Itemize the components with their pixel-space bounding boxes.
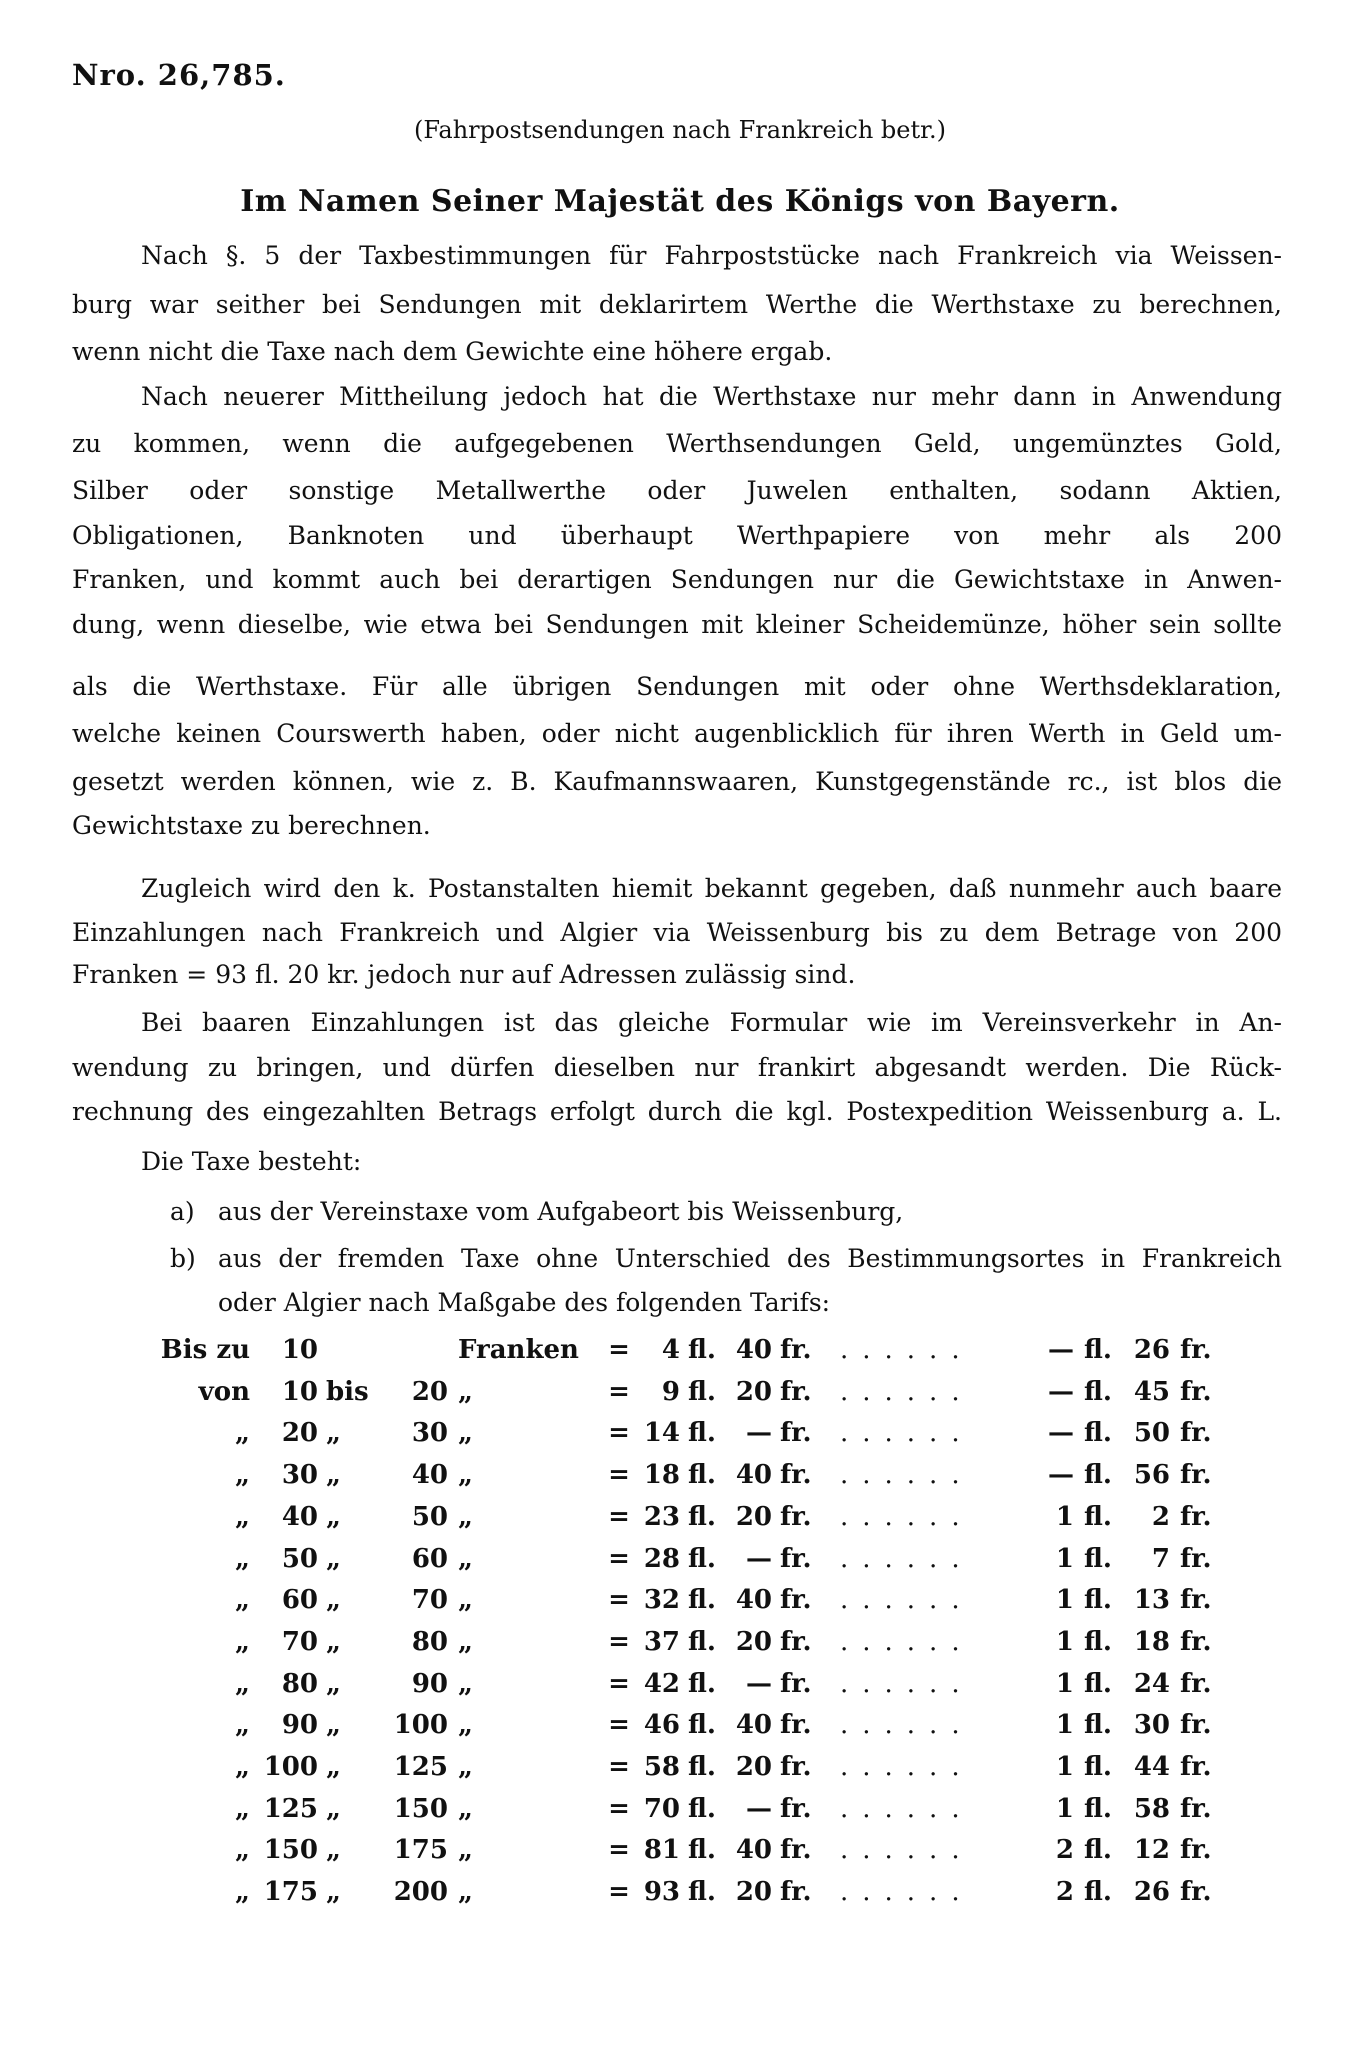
fee-kreuzer-unit: fr. xyxy=(1180,1877,1212,1908)
kreuzer-value: — xyxy=(746,1668,772,1699)
text-line: welche keinen Courswerth haben, oder nicht augenblicklich für ihren Werth in Geld um- xyxy=(72,719,1282,748)
equals-sign: = xyxy=(608,1710,630,1741)
fee-kreuzer-value: 56 xyxy=(1133,1460,1170,1491)
fee-gulden-unit: fl. xyxy=(1084,1710,1112,1741)
equals-sign: = xyxy=(608,1668,630,1699)
gulden-value: 4 xyxy=(661,1335,680,1365)
text-line: Nach neuerer Mittheilung jedoch hat die Werthstaxe nur mehr dann in Anwendung xyxy=(141,382,1282,411)
equals-sign: = xyxy=(608,1793,630,1824)
range-unit: Franken xyxy=(458,1335,579,1365)
fee-gulden-value: 2 xyxy=(1055,1877,1074,1908)
gulden-unit: fl. xyxy=(688,1376,716,1407)
range-prefix: „ xyxy=(235,1460,250,1491)
tariff-row xyxy=(0,1874,1360,1910)
fee-gulden-unit: fl. xyxy=(1084,1501,1112,1532)
range-prefix: „ xyxy=(235,1793,250,1824)
item-text: aus der fremden Taxe ohne Unterschied des Bestimmungsortes in Frankreich xyxy=(218,1244,1282,1273)
range-prefix: „ xyxy=(235,1418,250,1449)
leader-dots: ...... xyxy=(840,1835,974,1866)
tax-item-a xyxy=(170,1196,1282,1228)
fee-gulden-unit: fl. xyxy=(1084,1335,1112,1365)
tariff-row xyxy=(0,1707,1360,1743)
fee-kreuzer-value: 26 xyxy=(1133,1335,1170,1365)
gulden-value: 81 xyxy=(643,1835,680,1866)
fee-kreuzer-value: 50 xyxy=(1133,1418,1170,1449)
text-line: gesetzt werden können, wie z. B. Kaufmannswaaren, Kunstgegenstände rc., ist blos die xyxy=(72,767,1282,796)
range-unit: „ xyxy=(458,1877,473,1908)
fee-gulden-value: 1 xyxy=(1055,1793,1074,1824)
tariff-row xyxy=(0,1666,1360,1702)
kreuzer-value: 20 xyxy=(735,1752,772,1782)
range-unit: „ xyxy=(458,1710,473,1741)
gulden-value: 37 xyxy=(643,1626,680,1657)
leader-dots: ...... xyxy=(840,1460,974,1491)
kreuzer-value: 20 xyxy=(735,1501,772,1532)
range-from: 90 xyxy=(281,1710,318,1741)
fee-gulden-value: 1 xyxy=(1055,1543,1074,1574)
gulden-unit: fl. xyxy=(688,1335,716,1365)
fee-kreuzer-value: 26 xyxy=(1133,1877,1170,1908)
range-from: 40 xyxy=(281,1501,318,1532)
range-from: 30 xyxy=(281,1460,318,1491)
fee-kreuzer-unit: fr. xyxy=(1180,1835,1212,1866)
text-line: Gewichtstaxe zu berechnen. xyxy=(72,811,431,840)
range-from: 100 xyxy=(263,1752,318,1782)
fee-kreuzer-value: 18 xyxy=(1133,1626,1170,1657)
fee-kreuzer-value: 13 xyxy=(1133,1585,1170,1616)
range-unit: „ xyxy=(458,1752,473,1782)
range-to: 90 xyxy=(411,1668,448,1699)
fee-kreuzer-unit: fr. xyxy=(1180,1793,1212,1824)
gulden-unit: fl. xyxy=(688,1877,716,1908)
fee-gulden-value: 1 xyxy=(1055,1585,1074,1616)
kreuzer-unit: fr. xyxy=(780,1668,812,1699)
gulden-unit: fl. xyxy=(688,1752,716,1782)
kreuzer-unit: fr. xyxy=(780,1752,812,1782)
kreuzer-value: 40 xyxy=(735,1585,772,1616)
fee-kreuzer-unit: fr. xyxy=(1180,1418,1212,1449)
tariff-row xyxy=(0,1791,1360,1827)
range-to: 175 xyxy=(393,1835,448,1866)
range-to: 100 xyxy=(393,1710,448,1741)
fee-kreuzer-value: 58 xyxy=(1133,1793,1170,1824)
fee-gulden-value: — xyxy=(1048,1418,1074,1449)
kreuzer-unit: fr. xyxy=(780,1543,812,1574)
range-bis: „ xyxy=(326,1501,341,1532)
range-bis: bis xyxy=(326,1376,369,1407)
range-to: 50 xyxy=(411,1501,448,1532)
range-bis: „ xyxy=(326,1585,341,1616)
tariff-row xyxy=(0,1415,1360,1451)
range-prefix: „ xyxy=(235,1752,250,1782)
gulden-value: 18 xyxy=(643,1460,680,1491)
range-bis: „ xyxy=(326,1793,341,1824)
range-bis: „ xyxy=(326,1460,341,1491)
kreuzer-value: — xyxy=(746,1543,772,1574)
leader-dots: ...... xyxy=(840,1543,974,1574)
fee-gulden-unit: fl. xyxy=(1084,1626,1112,1657)
fee-kreuzer-unit: fr. xyxy=(1180,1668,1212,1699)
gulden-value: 28 xyxy=(643,1543,680,1574)
text-line: zu kommen, wenn die aufgegebenen Werthsendungen Geld, ungemünztes Gold, xyxy=(72,429,1282,458)
gulden-value: 14 xyxy=(643,1418,680,1449)
range-unit: „ xyxy=(458,1460,473,1491)
range-unit: „ xyxy=(458,1585,473,1616)
gulden-value: 32 xyxy=(643,1585,680,1616)
kreuzer-unit: fr. xyxy=(780,1585,812,1616)
range-prefix: Bis zu xyxy=(160,1335,250,1365)
text-line: Bei baaren Einzahlungen ist das gleiche Formular wie im Vereinsverkehr in An- xyxy=(141,1008,1282,1037)
range-unit: „ xyxy=(458,1501,473,1532)
range-to: 40 xyxy=(411,1460,448,1491)
range-bis: „ xyxy=(326,1626,341,1657)
fee-gulden-value: — xyxy=(1048,1460,1074,1491)
gulden-unit: fl. xyxy=(688,1460,716,1491)
fee-gulden-unit: fl. xyxy=(1084,1460,1112,1491)
text-line: Franken, und kommt auch bei derartigen Sendungen nur die Gewichtstaxe in Anwen- xyxy=(72,565,1282,594)
text-line: Silber oder sonstige Metallwerthe oder Juwelen enthalten, sodann Aktien, xyxy=(72,476,1282,505)
range-bis: „ xyxy=(326,1835,341,1866)
range-to: 60 xyxy=(411,1543,448,1574)
leader-dots: ...... xyxy=(840,1710,974,1741)
kreuzer-unit: fr. xyxy=(780,1877,812,1908)
text-line: Zugleich wird den k. Postanstalten hiemit bekannt gegeben, daß nunmehr auch baare xyxy=(141,874,1282,903)
kreuzer-value: — xyxy=(746,1418,772,1449)
equals-sign: = xyxy=(608,1335,630,1365)
text-line: Nach §. 5 der Taxbestimmungen für Fahrpoststücke nach Frankreich via Weissen- xyxy=(141,241,1282,270)
document-number: Nro. 26,785. xyxy=(72,58,286,92)
range-bis: „ xyxy=(326,1877,341,1908)
range-prefix: „ xyxy=(235,1668,250,1699)
fee-kreuzer-unit: fr. xyxy=(1180,1752,1212,1782)
fee-kreuzer-unit: fr. xyxy=(1180,1460,1212,1491)
range-prefix: „ xyxy=(235,1543,250,1574)
range-bis: „ xyxy=(326,1418,341,1449)
kreuzer-unit: fr. xyxy=(780,1626,812,1657)
range-to: 125 xyxy=(393,1752,448,1782)
range-to: 200 xyxy=(393,1877,448,1908)
range-from: 70 xyxy=(281,1626,318,1657)
text-line: dung, wenn dieselbe, wie etwa bei Sendungen mit kleiner Scheidemünze, höher sein sollte xyxy=(72,610,1282,639)
gulden-unit: fl. xyxy=(688,1418,716,1449)
range-from: 150 xyxy=(263,1835,318,1866)
kreuzer-value: 40 xyxy=(735,1835,772,1866)
range-prefix: „ xyxy=(235,1501,250,1532)
range-bis: „ xyxy=(326,1668,341,1699)
fee-gulden-unit: fl. xyxy=(1084,1543,1112,1574)
text-line: burg war seither bei Sendungen mit deklarirtem Werthe die Werthstaxe zu berechnen, xyxy=(72,290,1282,319)
document-heading: Im Namen Seiner Majestät des Königs von Bayern. xyxy=(240,184,1120,219)
equals-sign: = xyxy=(608,1752,630,1782)
fee-kreuzer-unit: fr. xyxy=(1180,1501,1212,1532)
range-to: 20 xyxy=(411,1376,448,1407)
range-bis: „ xyxy=(326,1543,341,1574)
document-subtitle: (Fahrpostsendungen nach Frankreich betr.) xyxy=(414,116,946,144)
gulden-value: 46 xyxy=(643,1710,680,1741)
gulden-unit: fl. xyxy=(688,1668,716,1699)
kreuzer-unit: fr. xyxy=(780,1501,812,1532)
range-unit: „ xyxy=(458,1626,473,1657)
equals-sign: = xyxy=(608,1376,630,1407)
equals-sign: = xyxy=(608,1460,630,1491)
leader-dots: ...... xyxy=(840,1668,974,1699)
gulden-unit: fl. xyxy=(688,1501,716,1532)
range-unit: „ xyxy=(458,1418,473,1449)
gulden-unit: fl. xyxy=(688,1793,716,1824)
fee-gulden-value: 1 xyxy=(1055,1710,1074,1741)
fee-gulden-value: 1 xyxy=(1055,1501,1074,1532)
range-prefix: „ xyxy=(235,1835,250,1866)
range-prefix: „ xyxy=(235,1877,250,1908)
text-line: wenn nicht die Taxe nach dem Gewichte eine höhere ergab. xyxy=(72,337,833,366)
tariff-row xyxy=(0,1624,1360,1660)
fee-gulden-unit: fl. xyxy=(1084,1793,1112,1824)
leader-dots: ...... xyxy=(840,1501,974,1532)
kreuzer-unit: fr. xyxy=(780,1835,812,1866)
tariff-row xyxy=(0,1374,1360,1410)
tariff-row xyxy=(0,1749,1360,1785)
range-from: 125 xyxy=(263,1793,318,1824)
fee-kreuzer-value: 30 xyxy=(1133,1710,1170,1741)
kreuzer-unit: fr. xyxy=(780,1710,812,1741)
fee-gulden-value: 1 xyxy=(1055,1752,1074,1782)
text-line: Franken = 93 fl. 20 kr. jedoch nur auf Adressen zulässig sind. xyxy=(72,960,856,989)
kreuzer-value: 40 xyxy=(735,1335,772,1365)
gulden-value: 93 xyxy=(643,1877,680,1908)
range-from: 80 xyxy=(281,1668,318,1699)
range-bis: „ xyxy=(326,1752,341,1782)
range-from: 20 xyxy=(281,1418,318,1449)
leader-dots: ...... xyxy=(840,1335,974,1365)
range-unit: „ xyxy=(458,1835,473,1866)
tariff-row xyxy=(0,1457,1360,1493)
leader-dots: ...... xyxy=(840,1585,974,1616)
range-from: 175 xyxy=(263,1877,318,1908)
range-to: 70 xyxy=(411,1585,448,1616)
range-to: 150 xyxy=(393,1793,448,1824)
fee-kreuzer-unit: fr. xyxy=(1180,1335,1212,1365)
range-prefix: „ xyxy=(235,1585,250,1616)
range-from: 10 xyxy=(281,1335,318,1365)
range-to: 30 xyxy=(411,1418,448,1449)
leader-dots: ...... xyxy=(840,1418,974,1449)
kreuzer-unit: fr. xyxy=(780,1335,812,1365)
range-unit: „ xyxy=(458,1668,473,1699)
range-to: 80 xyxy=(411,1626,448,1657)
tax-intro: Die Taxe besteht: xyxy=(141,1147,362,1176)
kreuzer-value: 20 xyxy=(735,1626,772,1657)
gulden-unit: fl. xyxy=(688,1710,716,1741)
fee-kreuzer-unit: fr. xyxy=(1180,1585,1212,1616)
text-line: rechnung des eingezahlten Betrags erfolgt durch die kgl. Postexpedition Weissenburg a. L. xyxy=(72,1097,1282,1126)
leader-dots: ...... xyxy=(840,1877,974,1908)
fee-kreuzer-unit: fr. xyxy=(1180,1376,1212,1407)
fee-kreuzer-value: 24 xyxy=(1133,1668,1170,1699)
range-from: 50 xyxy=(281,1543,318,1574)
text-line: Obligationen, Banknoten und überhaupt Werthpapiere von mehr als 200 xyxy=(72,521,1282,550)
equals-sign: = xyxy=(608,1501,630,1532)
range-prefix: „ xyxy=(235,1626,250,1657)
equals-sign: = xyxy=(608,1418,630,1449)
fee-gulden-unit: fl. xyxy=(1084,1835,1112,1866)
tax-item-b-cont: oder Algier nach Maßgabe des folgenden Tarifs: xyxy=(218,1288,831,1317)
equals-sign: = xyxy=(608,1626,630,1657)
fee-gulden-unit: fl. xyxy=(1084,1752,1112,1782)
tax-item-b xyxy=(170,1243,1282,1275)
fee-gulden-value: 1 xyxy=(1055,1668,1074,1699)
kreuzer-value: 20 xyxy=(735,1877,772,1908)
fee-gulden-unit: fl. xyxy=(1084,1877,1112,1908)
fee-kreuzer-unit: fr. xyxy=(1180,1710,1212,1741)
range-from: 60 xyxy=(281,1585,318,1616)
tariff-row xyxy=(0,1582,1360,1618)
fee-gulden-unit: fl. xyxy=(1084,1418,1112,1449)
kreuzer-unit: fr. xyxy=(780,1793,812,1824)
text-line: Einzahlungen nach Frankreich und Algier via Weissenburg bis zu dem Betrage von 200 xyxy=(72,918,1282,947)
equals-sign: = xyxy=(608,1877,630,1908)
fee-gulden-unit: fl. xyxy=(1084,1668,1112,1699)
kreuzer-unit: fr. xyxy=(780,1376,812,1407)
fee-kreuzer-value: 12 xyxy=(1133,1835,1170,1866)
gulden-unit: fl. xyxy=(688,1626,716,1657)
tariff-row xyxy=(0,1541,1360,1577)
fee-gulden-value: 1 xyxy=(1055,1626,1074,1657)
kreuzer-unit: fr. xyxy=(780,1460,812,1491)
fee-kreuzer-value: 44 xyxy=(1133,1752,1170,1782)
kreuzer-value: — xyxy=(746,1793,772,1824)
gulden-value: 9 xyxy=(661,1376,680,1407)
fee-gulden-value: 2 xyxy=(1055,1835,1074,1866)
equals-sign: = xyxy=(608,1585,630,1616)
item-label: b) xyxy=(170,1244,196,1273)
kreuzer-value: 40 xyxy=(735,1710,772,1741)
range-from: 10 xyxy=(281,1376,318,1407)
fee-kreuzer-value: 7 xyxy=(1151,1543,1170,1574)
fee-gulden-unit: fl. xyxy=(1084,1376,1112,1407)
item-label: a) xyxy=(170,1197,195,1226)
range-unit: „ xyxy=(458,1376,473,1407)
kreuzer-value: 20 xyxy=(735,1376,772,1407)
leader-dots: ...... xyxy=(840,1376,974,1407)
tariff-row xyxy=(0,1332,1360,1368)
leader-dots: ...... xyxy=(840,1793,974,1824)
gulden-unit: fl. xyxy=(688,1543,716,1574)
range-unit: „ xyxy=(458,1793,473,1824)
range-bis: „ xyxy=(326,1710,341,1741)
fee-kreuzer-value: 45 xyxy=(1133,1376,1170,1407)
range-unit: „ xyxy=(458,1543,473,1574)
fee-kreuzer-value: 2 xyxy=(1151,1501,1170,1532)
gulden-value: 58 xyxy=(643,1752,680,1782)
text-line: als die Werthstaxe. Für alle übrigen Sendungen mit oder ohne Werthsdeklaration, xyxy=(72,672,1282,701)
fee-kreuzer-unit: fr. xyxy=(1180,1626,1212,1657)
fee-kreuzer-unit: fr. xyxy=(1180,1543,1212,1574)
kreuzer-value: 40 xyxy=(735,1460,772,1491)
leader-dots: ...... xyxy=(840,1626,974,1657)
range-prefix: von xyxy=(198,1376,250,1407)
item-text: aus der Vereinstaxe vom Aufgabeort bis Weissenburg, xyxy=(218,1197,904,1226)
gulden-value: 70 xyxy=(643,1793,680,1824)
fee-gulden-value: — xyxy=(1048,1335,1074,1365)
gulden-value: 23 xyxy=(643,1501,680,1532)
equals-sign: = xyxy=(608,1543,630,1574)
gulden-unit: fl. xyxy=(688,1835,716,1866)
tariff-row xyxy=(0,1832,1360,1868)
equals-sign: = xyxy=(608,1835,630,1866)
fee-gulden-unit: fl. xyxy=(1084,1585,1112,1616)
fee-gulden-value: — xyxy=(1048,1376,1074,1407)
leader-dots: ...... xyxy=(840,1752,974,1782)
range-prefix: „ xyxy=(235,1710,250,1741)
tariff-row xyxy=(0,1499,1360,1535)
kreuzer-unit: fr. xyxy=(780,1418,812,1449)
text-line: wendung zu bringen, und dürfen dieselben nur frankirt abgesandt werden. Die Rück- xyxy=(72,1053,1282,1082)
gulden-value: 42 xyxy=(643,1668,680,1699)
gulden-unit: fl. xyxy=(688,1585,716,1616)
